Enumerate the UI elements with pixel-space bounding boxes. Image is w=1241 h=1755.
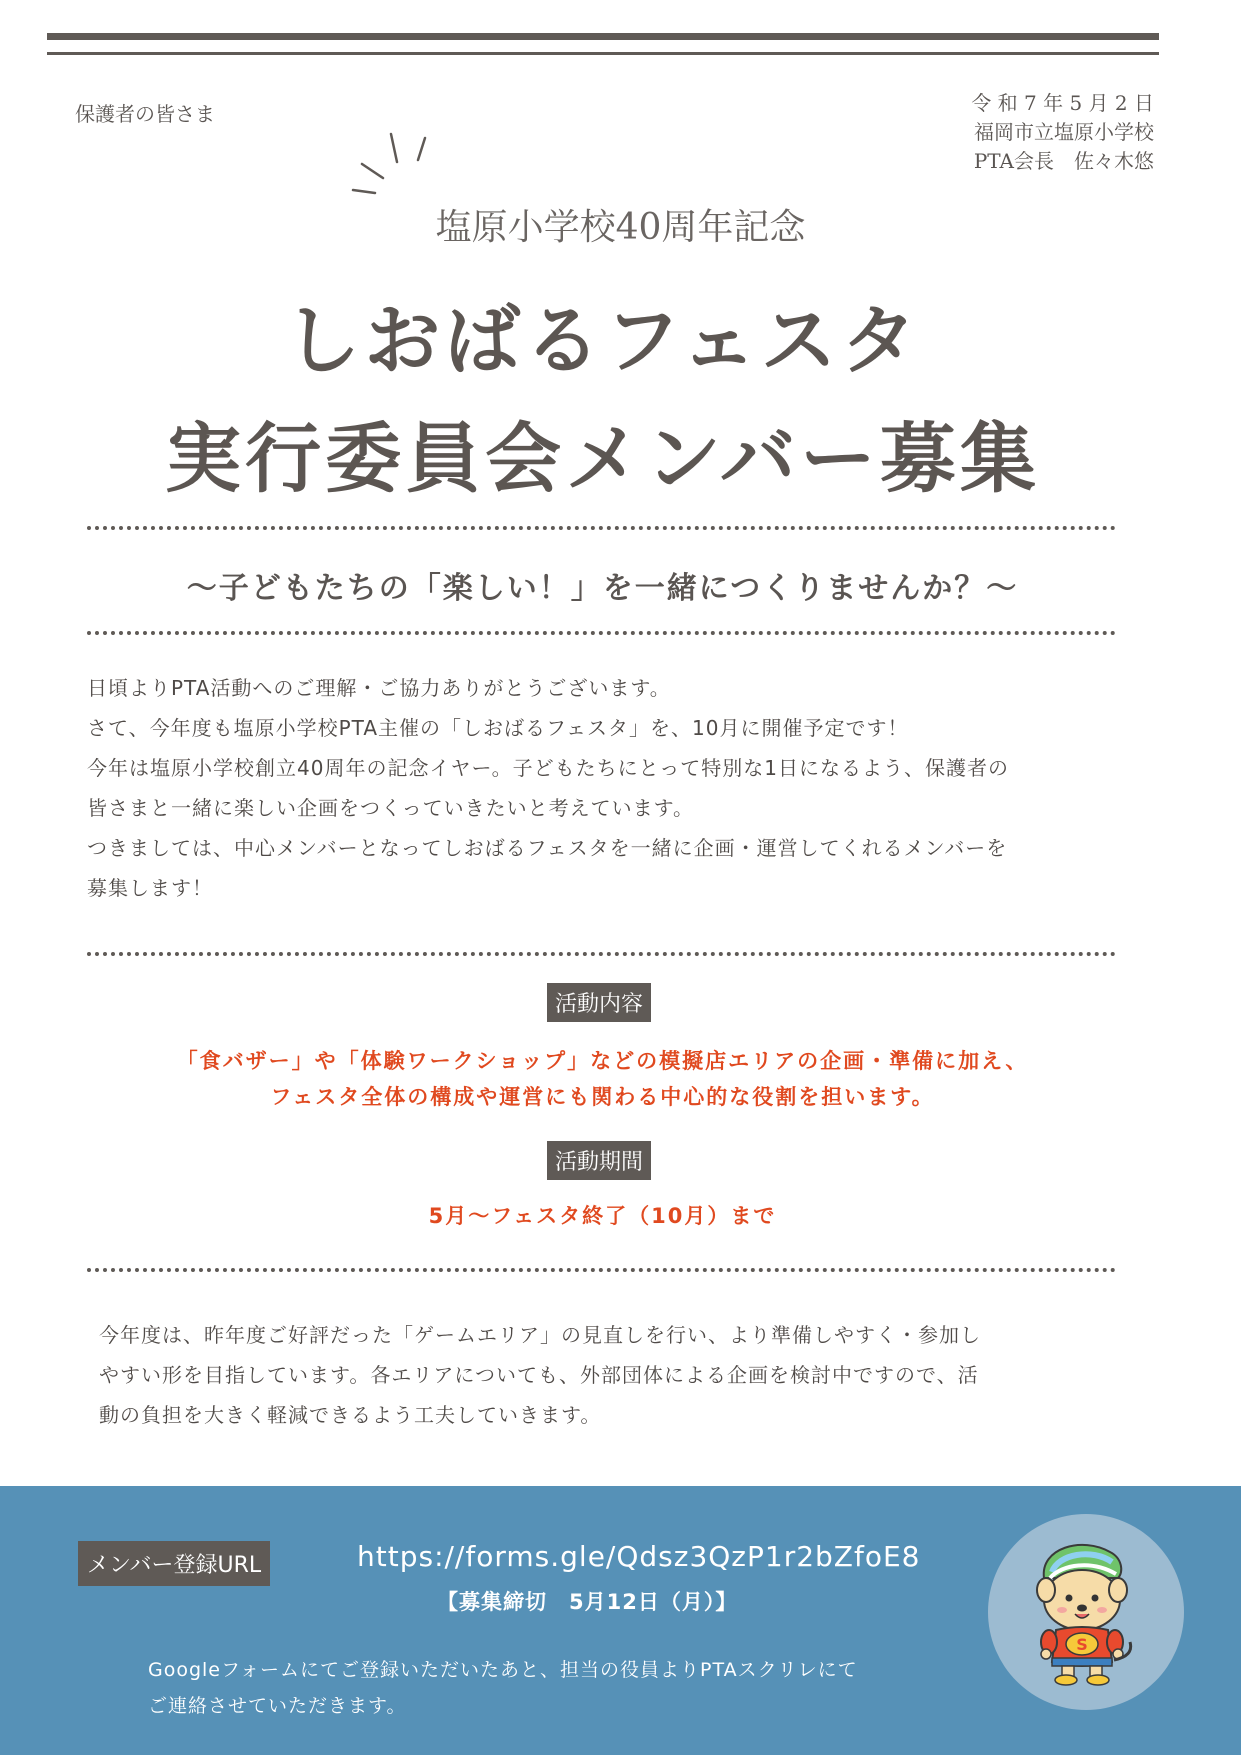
intro-line: つきましては、中心メンバーとなってしおばるフェスタを一緒に企画・運営してくれるメンバーを bbox=[87, 836, 1008, 860]
intro-line: 今年は塩原小学校創立40周年の記念イヤー。子どもたちにとって特別な1日になるよう、保護者の bbox=[87, 756, 1009, 780]
sparkle-icon bbox=[345, 130, 435, 200]
mascot-illustration bbox=[1022, 1538, 1152, 1688]
footer-note bbox=[148, 1652, 908, 1724]
intro-line: 募集します！ bbox=[87, 876, 213, 900]
recipient: 保護者の皆さま bbox=[75, 102, 215, 126]
period-text: 5月〜フェスタ終了（10月）まで bbox=[428, 1204, 777, 1228]
intro-line: さて、今年度も塩原小学校PTA主催の「しおばるフェスタ」を、10月に開催予定です！ bbox=[87, 716, 909, 740]
tagline: 〜子どもたちの「楽しい！」を一緒につくりませんか？〜 bbox=[186, 571, 1019, 606]
page-title-line1: しおばるフェスタ bbox=[284, 296, 921, 385]
dotted-divider bbox=[87, 631, 1116, 635]
deadline: 【募集締切 5月12日（月）】 bbox=[437, 1590, 738, 1614]
sender-block bbox=[971, 89, 1154, 176]
activity-line: フェスタ全体の構成や運営にも関わる中心的な役割を担います。 bbox=[270, 1085, 935, 1109]
note-line: 動の負担を大きく軽減できるよう工夫していきます。 bbox=[99, 1403, 602, 1427]
dotted-divider bbox=[87, 526, 1116, 530]
activity-description bbox=[0, 1043, 1205, 1115]
intro-line: 日頃よりPTA活動へのご理解・ご協力ありがとうございます。 bbox=[87, 676, 671, 700]
registration-url[interactable]: https://forms.gle/Qdsz3QzP1r2bZfoE8 bbox=[357, 1540, 921, 1573]
dotted-divider bbox=[87, 952, 1116, 956]
date: 令 和 7 年 5 月 2 日 bbox=[971, 91, 1154, 115]
svg-text:S: S bbox=[1076, 1635, 1088, 1654]
url-label: メンバー登録URL bbox=[78, 1541, 270, 1586]
intro-paragraph bbox=[87, 668, 1127, 908]
note-line: 今年度は、昨年度ご好評だった「ゲームエリア」の見直しを行い、より準備しやすく・参加し bbox=[99, 1323, 981, 1347]
page-subtitle: 塩原小学校40周年記念 bbox=[435, 207, 806, 248]
top-rule-thin bbox=[47, 52, 1159, 55]
school-name: 福岡市立塩原小学校 bbox=[974, 120, 1154, 144]
footer-note-line: ご連絡させていただきます。 bbox=[148, 1695, 407, 1717]
sender-name: PTA会長 佐々木悠 bbox=[973, 149, 1154, 173]
intro-line: 皆さまと一緒に楽しい企画をつくっていきたいと考えています。 bbox=[87, 796, 694, 820]
footer-note-line: Googleフォームにてご登録いただいたあと、担当の役員よりPTAスクリレにて bbox=[148, 1659, 858, 1681]
dotted-divider bbox=[87, 1268, 1116, 1272]
activity-label: 活動内容 bbox=[547, 983, 651, 1022]
activity-line: 「食バザー」や「体験ワークショップ」などの模擬店エリアの企画・準備に加え、 bbox=[176, 1049, 1029, 1073]
top-rule-thick bbox=[47, 33, 1159, 40]
page-title-line2: 実行委員会メンバー募集 bbox=[165, 414, 1040, 503]
note-line: やすい形を目指しています。各エリアについても、外部団体による企画を検討中ですので、活 bbox=[99, 1363, 979, 1387]
note-paragraph bbox=[99, 1315, 1099, 1435]
period-label: 活動期間 bbox=[547, 1141, 651, 1180]
